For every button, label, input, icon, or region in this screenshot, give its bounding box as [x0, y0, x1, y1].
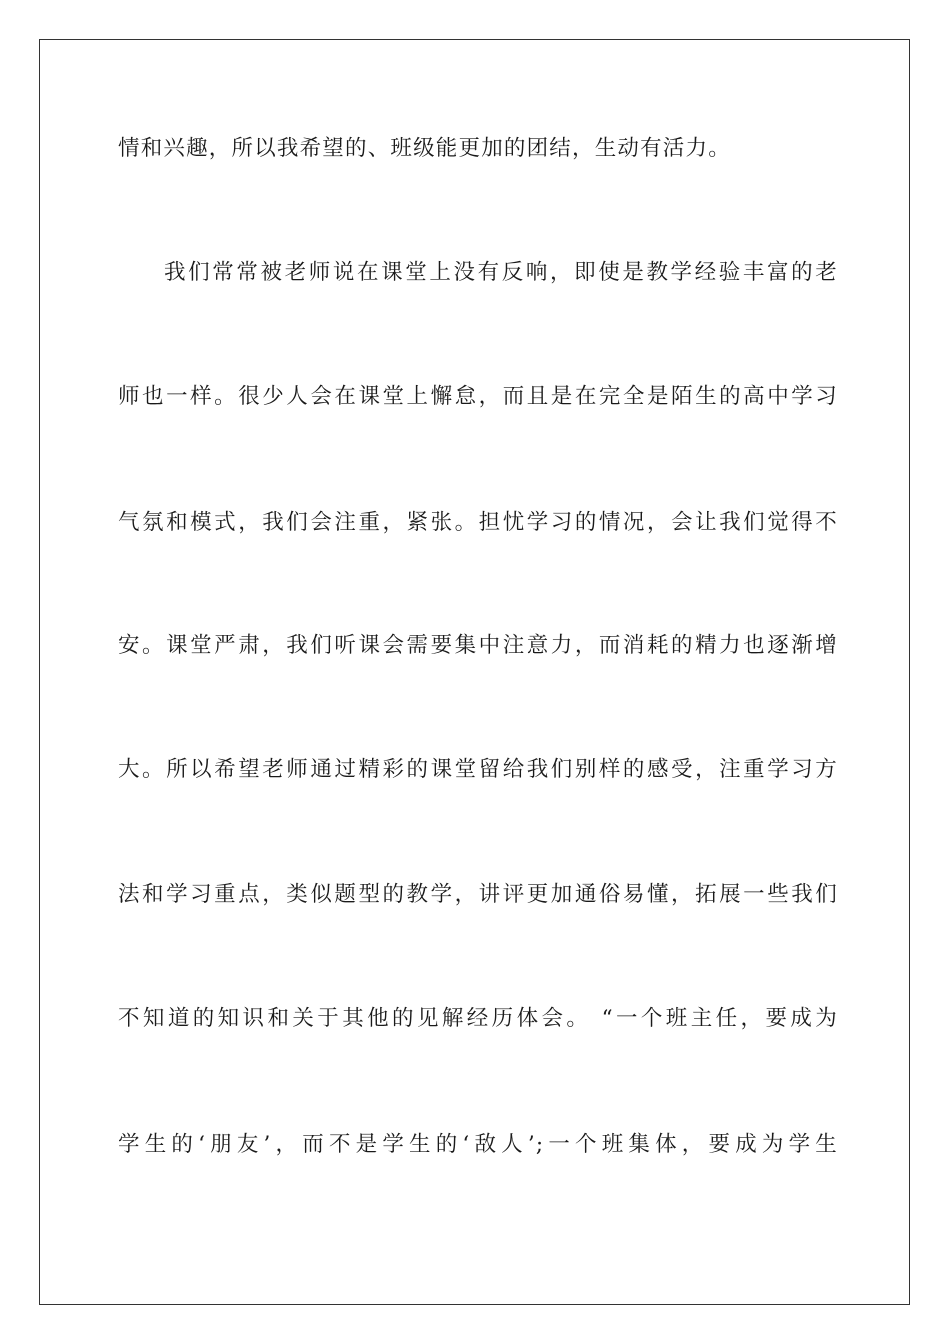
text-line-8: 不知道的知识和关于其他的见解经历体会。 “一个班主任，要成为	[118, 1006, 838, 1031]
text-line-2: 我们常常被老师说在课堂上没有反响，即使是教学经验丰富的老	[164, 260, 838, 285]
text-line-9: 学生的‘朋友’，而不是学生的‘敌人’;一个班集体，要成为学生	[118, 1132, 838, 1157]
text-line-6: 大。所以希望老师通过精彩的课堂留给我们别样的感受，注重学习方	[118, 757, 838, 782]
text-line-7: 法和学习重点，类似题型的教学，讲评更加通俗易懂，拓展一些我们	[118, 882, 838, 907]
text-line-5: 安。课堂严肃，我们听课会需要集中注意力，而消耗的精力也逐渐增	[118, 633, 838, 658]
page-border	[39, 39, 910, 1305]
text-line-1: 情和兴趣，所以我希望的、班级能更加的团结，生动有活力。	[118, 136, 731, 161]
text-line-3: 师也一样。很少人会在课堂上懈怠，而且是在完全是陌生的高中学习	[118, 384, 838, 409]
text-line-4: 气氛和模式，我们会注重，紧张。担忧学习的情况，会让我们觉得不	[118, 510, 838, 535]
